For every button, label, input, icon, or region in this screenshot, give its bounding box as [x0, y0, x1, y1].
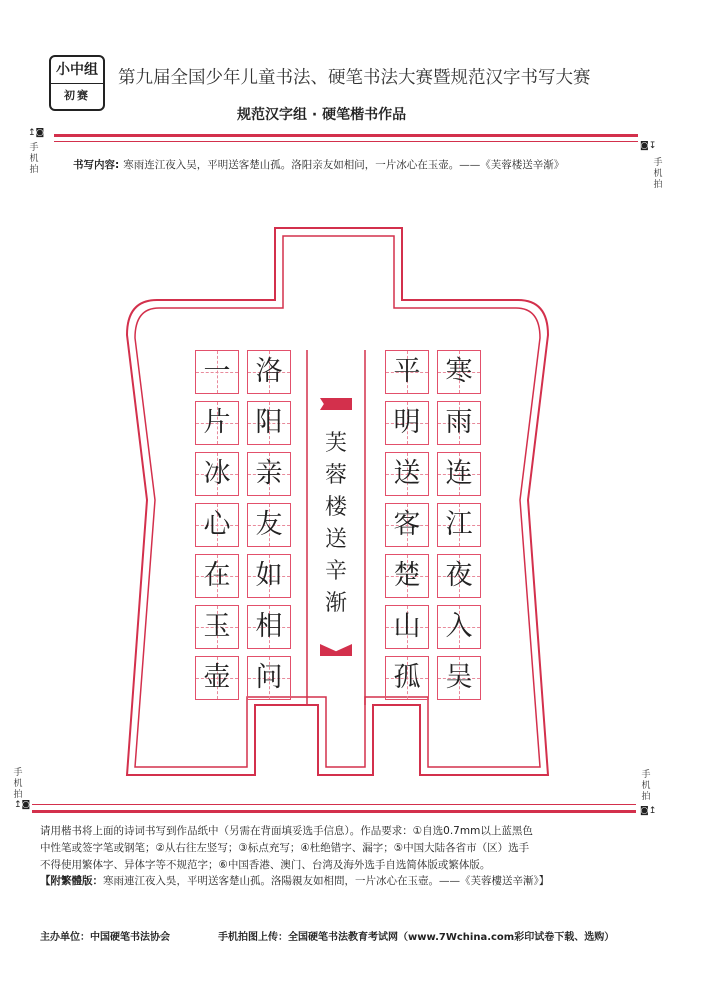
poem-character: 玉: [203, 611, 231, 642]
poem-character: 孤: [393, 662, 421, 693]
side-label-right-top: 手机拍: [653, 158, 663, 190]
grid-cell: [247, 503, 291, 547]
poem-character: 洛: [255, 356, 283, 387]
poem-character: 平: [393, 356, 421, 387]
footer-upload: 手机拍图上传：全国硬笔书法教育考试网（www.7Wchina.com彩印试卷下载、选购）: [218, 932, 615, 943]
grid-cell: [437, 401, 481, 445]
poem-character: 雨: [445, 407, 473, 438]
poem-character: 明: [393, 407, 421, 438]
grid-cell: [195, 554, 239, 598]
side-label-left-bottom: 手机拍: [13, 768, 23, 800]
vertical-title-char: 辛: [324, 559, 347, 584]
grid-cell: [247, 401, 291, 445]
poem-character: 阳: [255, 407, 283, 438]
vertical-title-char: 楼: [324, 495, 347, 520]
poem-character: 友: [255, 509, 283, 540]
title-flag-bottom: [320, 644, 352, 656]
grid-cell: [247, 350, 291, 394]
poem-character: 吴: [445, 662, 473, 693]
poem-character: 相: [255, 611, 283, 642]
grid-cell: [385, 350, 429, 394]
grid-cell: [247, 656, 291, 700]
camera-icon: ◙↧: [640, 141, 657, 151]
poem-character: 送: [393, 458, 421, 489]
poem-character: 山: [393, 611, 421, 642]
grid-cell: [437, 503, 481, 547]
poem-character: 楚: [393, 560, 421, 591]
grid-cell: [195, 452, 239, 496]
grid-cell: [385, 605, 429, 649]
grid-cell: [247, 605, 291, 649]
grid-cell: [195, 605, 239, 649]
poem-character: 夜: [445, 560, 473, 591]
grid-cell: [195, 656, 239, 700]
vertical-title-char: 送: [324, 527, 347, 552]
grid-cell: [385, 401, 429, 445]
grid-cell: [437, 554, 481, 598]
grid-cell: [385, 554, 429, 598]
page-title: 第九届全国少年儿童书法、硬笔书法大赛暨规范汉字书写大赛: [118, 68, 591, 88]
poem-character: 亲: [255, 458, 283, 489]
grid-cell: [195, 401, 239, 445]
poem-character: 连: [445, 458, 473, 489]
grid-cell: [247, 452, 291, 496]
poem-character: 如: [255, 560, 283, 591]
grid-cell: [437, 350, 481, 394]
camera-icon: ◙↥: [640, 806, 657, 816]
bottom-rule-thin: [32, 804, 636, 805]
grid-cell: [385, 656, 429, 700]
instructions-line-2: 中性笔或签字笔或钢笔；②从右往左竖写；③标点充写；④杜绝错字、漏字；⑤中国大陆各省市（区）选手: [40, 842, 530, 854]
instructions-line-1: 请用楷书将上面的诗词书写到作品纸中（另需在背面填妥选手信息）。作品要求：①自选0.7mm以上蓝黑色: [40, 825, 533, 837]
badge-group: 小中组: [51, 57, 103, 84]
content-text: 寒雨连江夜入吴，平明送客楚山孤。洛阳亲友如相问，一片冰心在玉壶。——《芙蓉楼送辛渐》: [123, 159, 565, 171]
poem-character: 冰: [203, 458, 231, 489]
page-subtitle: 规范汉字组 · 硬笔楷书作品: [237, 107, 407, 123]
poem-character: 一: [203, 356, 231, 387]
poem-character: 壶: [203, 662, 231, 693]
side-label-right-bottom: 手机拍: [641, 770, 651, 802]
poem-character: 问: [255, 662, 283, 693]
grid-cell: [385, 503, 429, 547]
grid-cell: [437, 452, 481, 496]
badge-round: 初赛: [64, 89, 90, 102]
poem-character: 入: [445, 611, 473, 642]
title-flag-top: [320, 398, 352, 410]
poem-character: 在: [203, 560, 231, 591]
poem-character: 寒: [445, 356, 473, 387]
grid-cell: [247, 554, 291, 598]
vertical-title-char: 蓉: [324, 463, 347, 488]
poem-character: 片: [203, 407, 231, 438]
side-label-left-top: 手机拍: [29, 143, 39, 175]
traditional-text: 寒雨連江夜入吳，平明送客楚山孤。洛陽親友如相問，一片冰心在玉壺。——《芙蓉樓送辛漸》】: [103, 875, 550, 887]
poem-character: 心: [203, 509, 231, 540]
vertical-title: [318, 398, 354, 660]
content-label: 书写内容:: [73, 159, 120, 171]
camera-icon: ↥◙: [14, 800, 31, 810]
grid-cell: [385, 452, 429, 496]
grid-cell: [437, 605, 481, 649]
instructions-line-3: 不得使用繁体字、异体字等不规范字；⑥中国香港、澳门、台湾及海外选手自选简体版或繁体版。: [40, 859, 491, 871]
vertical-title-char: 渐: [324, 591, 347, 616]
camera-icon: ↥◙: [28, 128, 45, 138]
grid-cell: [195, 350, 239, 394]
vertical-title-text: [318, 428, 354, 620]
grid-cell: [437, 656, 481, 700]
footer-organizer: 主办单位：中国硬笔书法协会: [40, 932, 170, 943]
instructions: [40, 823, 670, 874]
bottom-rule: [32, 810, 636, 813]
grid-cell: [195, 503, 239, 547]
traditional-version: [40, 873, 549, 888]
traditional-label: 【附繁體版：: [40, 875, 103, 887]
poem-character: 客: [393, 509, 421, 540]
poem-character: 江: [445, 509, 473, 540]
vertical-title-char: 芙: [324, 431, 347, 456]
